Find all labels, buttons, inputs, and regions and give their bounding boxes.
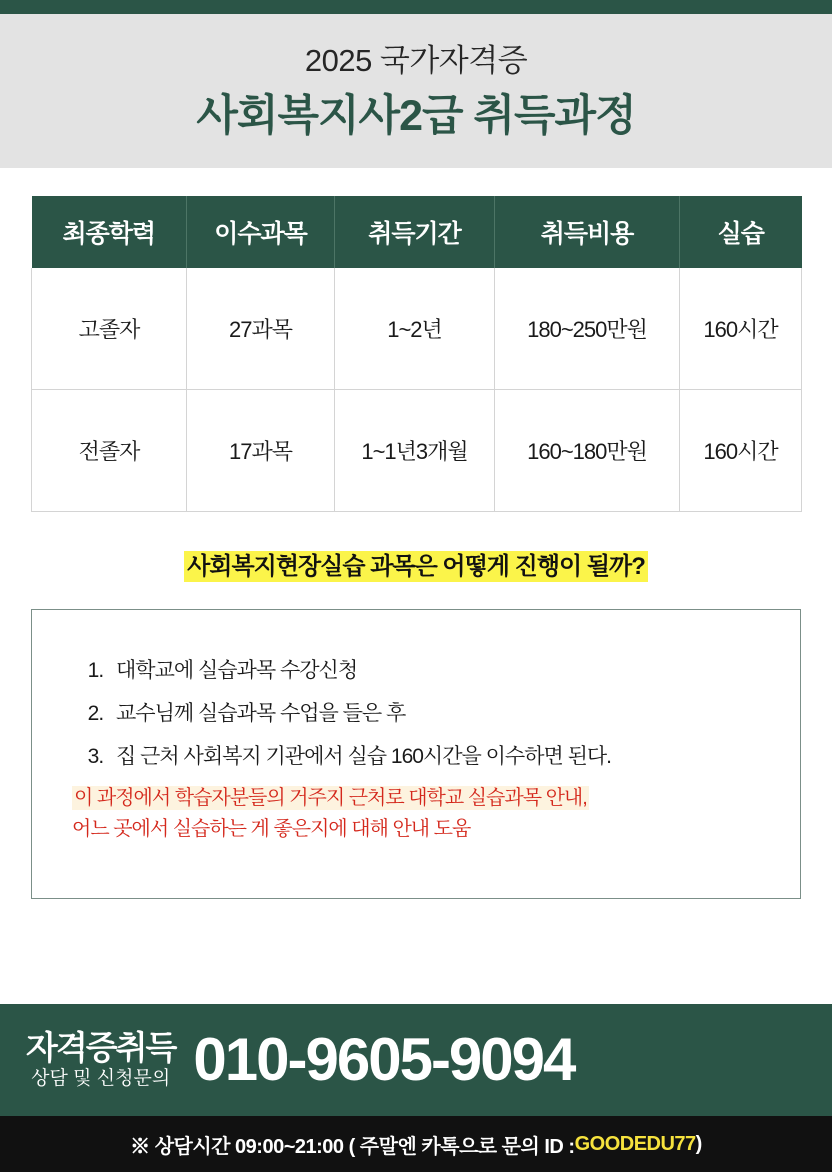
table-header-row bbox=[32, 196, 802, 268]
table-header-cell: 취득기간 bbox=[335, 196, 495, 268]
table-row bbox=[32, 390, 802, 512]
phone-number[interactable]: 010-9605-9094 bbox=[193, 1026, 575, 1093]
contact-label bbox=[26, 1028, 176, 1090]
steps-note-line1: 이 과정에서 학습자분들의 거주지 근처로 대학교 실습과목 안내, bbox=[74, 787, 587, 810]
steps-note bbox=[72, 783, 760, 845]
section-question bbox=[31, 546, 801, 581]
table-cell: 1~1년3개월 bbox=[335, 390, 495, 512]
top-accent-bar bbox=[0, 0, 832, 14]
footer-notice bbox=[0, 1116, 832, 1172]
table-cell: 180~250만원 bbox=[495, 268, 680, 390]
footer-notice-suffix: ) bbox=[695, 1132, 702, 1155]
table-cell: 17과목 bbox=[187, 390, 335, 512]
table-cell: 27과목 bbox=[187, 268, 335, 390]
table-cell: 1~2년 bbox=[335, 268, 495, 390]
steps-list bbox=[86, 654, 760, 770]
contact-label-line2: 상담 및 신청문의 bbox=[31, 1068, 171, 1090]
poster-header bbox=[0, 14, 832, 168]
steps-box bbox=[31, 609, 801, 899]
table-header-cell: 취득비용 bbox=[495, 196, 680, 268]
table-header-cell: 최종학력 bbox=[32, 196, 187, 268]
steps-note-line2: 어느 곳에서 실습하는 게 좋은지에 대해 안내 도움 bbox=[72, 818, 471, 841]
contact-label-line1: 자격증취득 bbox=[26, 1028, 176, 1066]
kakao-id: GOODEDU77 bbox=[574, 1132, 696, 1155]
table-cell: 160~180만원 bbox=[495, 390, 680, 512]
header-subtitle: 2025 국가자격증 bbox=[304, 43, 528, 78]
poster-body bbox=[0, 168, 832, 1004]
table-cell: 고졸자 bbox=[32, 268, 187, 390]
course-comparison-table bbox=[31, 196, 802, 513]
contact-banner bbox=[0, 1004, 832, 1116]
footer-notice-prefix: ※ 상담시간 09:00~21:00 ( 주말엔 카톡으로 문의 ID : bbox=[130, 1135, 575, 1158]
list-item: 2. 교수님께 실습과목 수업을 들은 후 bbox=[108, 697, 760, 727]
table-cell: 160시간 bbox=[680, 268, 802, 390]
table-cell: 전졸자 bbox=[32, 390, 187, 512]
list-item: 3. 집 근처 사회복지 기관에서 실습 160시간을 이수하면 된다. bbox=[108, 740, 760, 770]
table-header-cell: 이수과목 bbox=[187, 196, 335, 268]
page-title: 사회복지사2급 취득과정 bbox=[196, 92, 636, 141]
table-header-cell: 실습 bbox=[680, 196, 802, 268]
question-highlight-text: 사회복지현장실습 과목은 어떻게 진행이 될까? bbox=[184, 551, 648, 582]
list-item: 1. 대학교에 실습과목 수강신청 bbox=[108, 654, 760, 684]
table-row bbox=[32, 268, 802, 390]
table-cell: 160시간 bbox=[680, 390, 802, 512]
